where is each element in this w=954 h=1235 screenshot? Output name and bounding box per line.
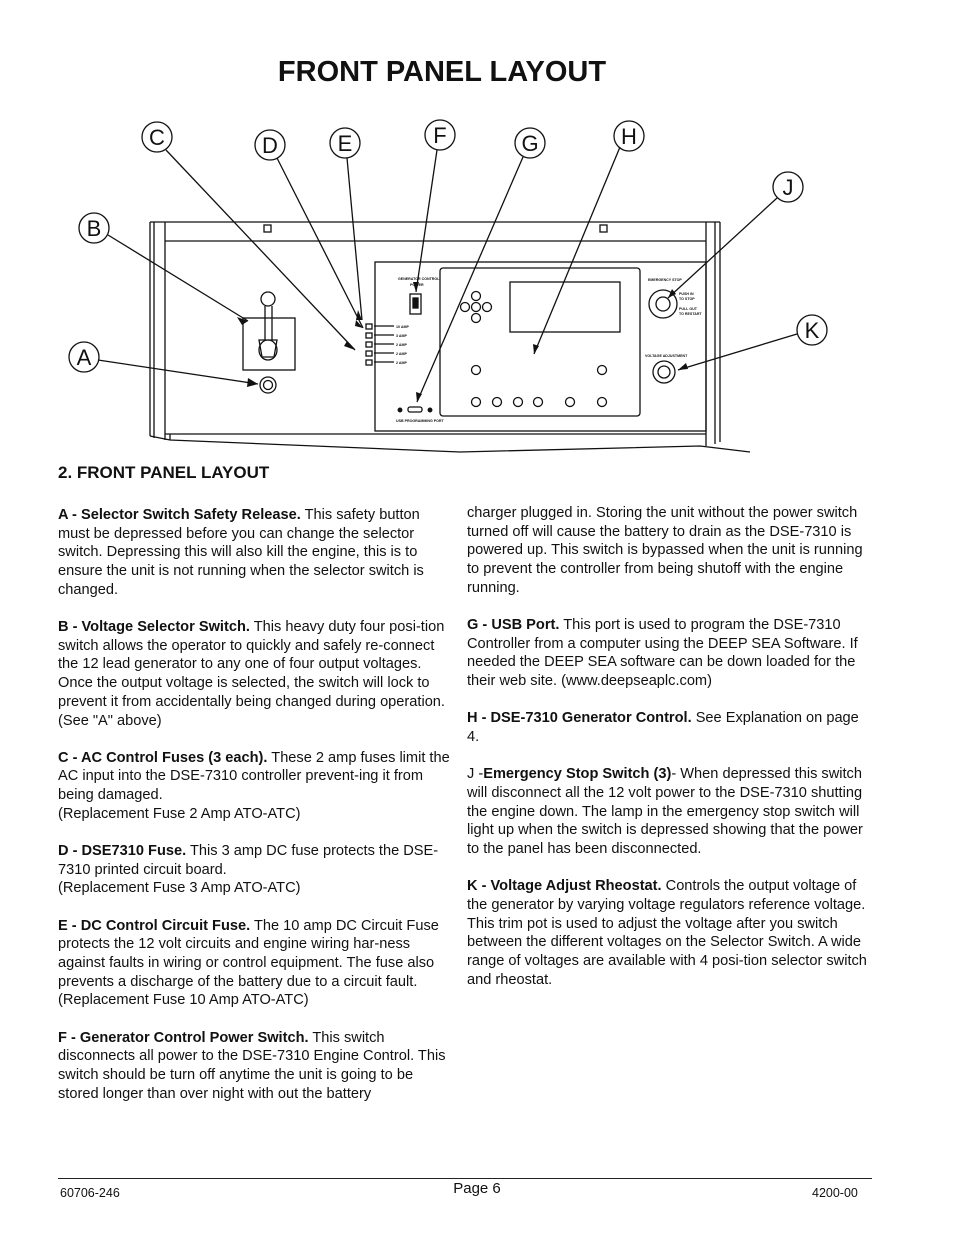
right-column (467, 504, 871, 1008)
label-to-restart: TO RESTART (679, 312, 702, 316)
callout-h: H (621, 124, 637, 149)
label-voltage-adj: VOLTAGE ADJUSTMENT (645, 354, 688, 358)
label-fuse-2a: 2 AMP (396, 343, 407, 347)
footer-page-number: Page 6 (453, 1180, 501, 1197)
label-fuse-2c: 2 AMP (396, 361, 407, 365)
label-gen-control: GENERATOR CONTROL (398, 277, 440, 281)
label-fuse-10: 10 AMP (396, 325, 409, 329)
label-to-stop: TO STOP (679, 297, 695, 301)
label-push-in: PUSH IN (679, 292, 694, 296)
callout-c: C (149, 125, 165, 150)
item-c: C - AC Control Fuses (3 each). These 2 amp fuses limit the AC input into the DSE-7310 controller prevent-ing it from being damaged. (Replacement Fuse 2 Amp ATO-ATC) (58, 749, 450, 822)
callout-g: G (521, 131, 539, 156)
item-f-continued: charger plugged in. Storing the unit without the power switch turned off will cause the battery to drain as the DSE-7310 is powered up. This switch is bypassed when the unit is running to prevent the controller from being shutoff with the engine running. (467, 505, 863, 596)
safety-release-button (260, 377, 276, 393)
label-pull-out: PULL OUT (679, 307, 697, 311)
item-h: H - DSE-7310 Generator Control. See Explanation on page 4. (467, 710, 859, 746)
label-power: POWER (410, 283, 424, 287)
panel-enclosure (150, 222, 750, 452)
fuse-block (366, 324, 394, 365)
label-fuse-2b: 2 AMP (396, 352, 407, 356)
item-f: F - Generator Control Power Switch. This switch disconnects all power to the DSE-7310 Engine Control. This switch should be turn off anytime the unit is going to be stored longer than over night with out the battery (58, 1029, 446, 1102)
callout-j: J (782, 175, 794, 200)
page-title: FRONT PANEL LAYOUT (277, 56, 607, 88)
callout-e: E (337, 131, 353, 156)
footer-revision: 4200-00 (812, 1186, 858, 1200)
item-j: J -Emergency Stop Switch (3)- When depressed this switch will disconnect all the 12 volt power to the DSE-7310 shutting the engine down. The lamp in the emergency stop switch will light up when the switch is depressed showing that the power to the panel has been disconnected. (467, 766, 863, 858)
section-heading: 2. FRONT PANEL LAYOUT (58, 463, 270, 482)
voltage-rheostat (653, 361, 675, 383)
item-e: E - DC Control Circuit Fuse. The 10 amp DC Circuit Fuse protects the 12 volt circuits and engine wiring har-ness against faults in wiring or control equipment. The fuse also prevents a discharge of the battery due to a circuit fault. (Replacement Fuse 10 Amp ATO-ATC) (58, 917, 439, 1009)
label-estop: EMERGENCY STOP (648, 278, 682, 282)
power-switch (410, 294, 421, 314)
item-g: G - USB Port. This port is used to program the DSE-7310 Controller from a computer using the DEEP SEA Software. If needed the DEEP SEA software can be down loaded for the their web site. (www.deepseaplc.com) (467, 617, 858, 690)
callout-b: B (86, 216, 102, 241)
callout-k: K (804, 318, 820, 343)
voltage-selector-switch (243, 292, 295, 370)
left-column (58, 506, 452, 1122)
callout-a: A (76, 345, 92, 370)
dse-7310-controller (440, 268, 640, 416)
footer-doc-number: 60706-246 (60, 1186, 120, 1200)
label-usb: USB PROGRAMMING PORT (396, 419, 444, 423)
item-k: K - Voltage Adjust Rheostat. Controls the output voltage of the generator by varying voltage regulators reference voltage. This trim pot is used to adjust the voltage after you switch between the different voltages on the Selector Switch. A wide range of voltages are available with 4 posi-tion selector switch and rheostat. (467, 878, 867, 988)
footer-rule (58, 1178, 872, 1179)
item-a: A - Selector Switch Safety Release. This safety button must be depressed before you can change the selector switch. Depressing this will also kill the engine, this is to ensure the unit is not running when the selector switch is changed. (58, 507, 424, 598)
item-b: B - Voltage Selector Switch. This heavy duty four posi-tion switch allows the operator to quickly and safely re-connect the 12 lead generator to any one of four output voltages. Once the output voltage is selected, the switch will lock to prevent it from accidentally being changed during operation. (See "A" above) (58, 619, 445, 729)
usb-port (398, 407, 432, 412)
callout-f: F (433, 123, 447, 148)
item-d: D - DSE7310 Fuse. This 3 amp DC fuse protects the DSE-7310 printed circuit board. (Replacement Fuse 3 Amp ATO-ATC) (58, 843, 439, 897)
label-fuse-3: 3 AMP (396, 334, 407, 338)
callout-d: D (262, 133, 278, 158)
front-panel-diagram (0, 110, 954, 460)
